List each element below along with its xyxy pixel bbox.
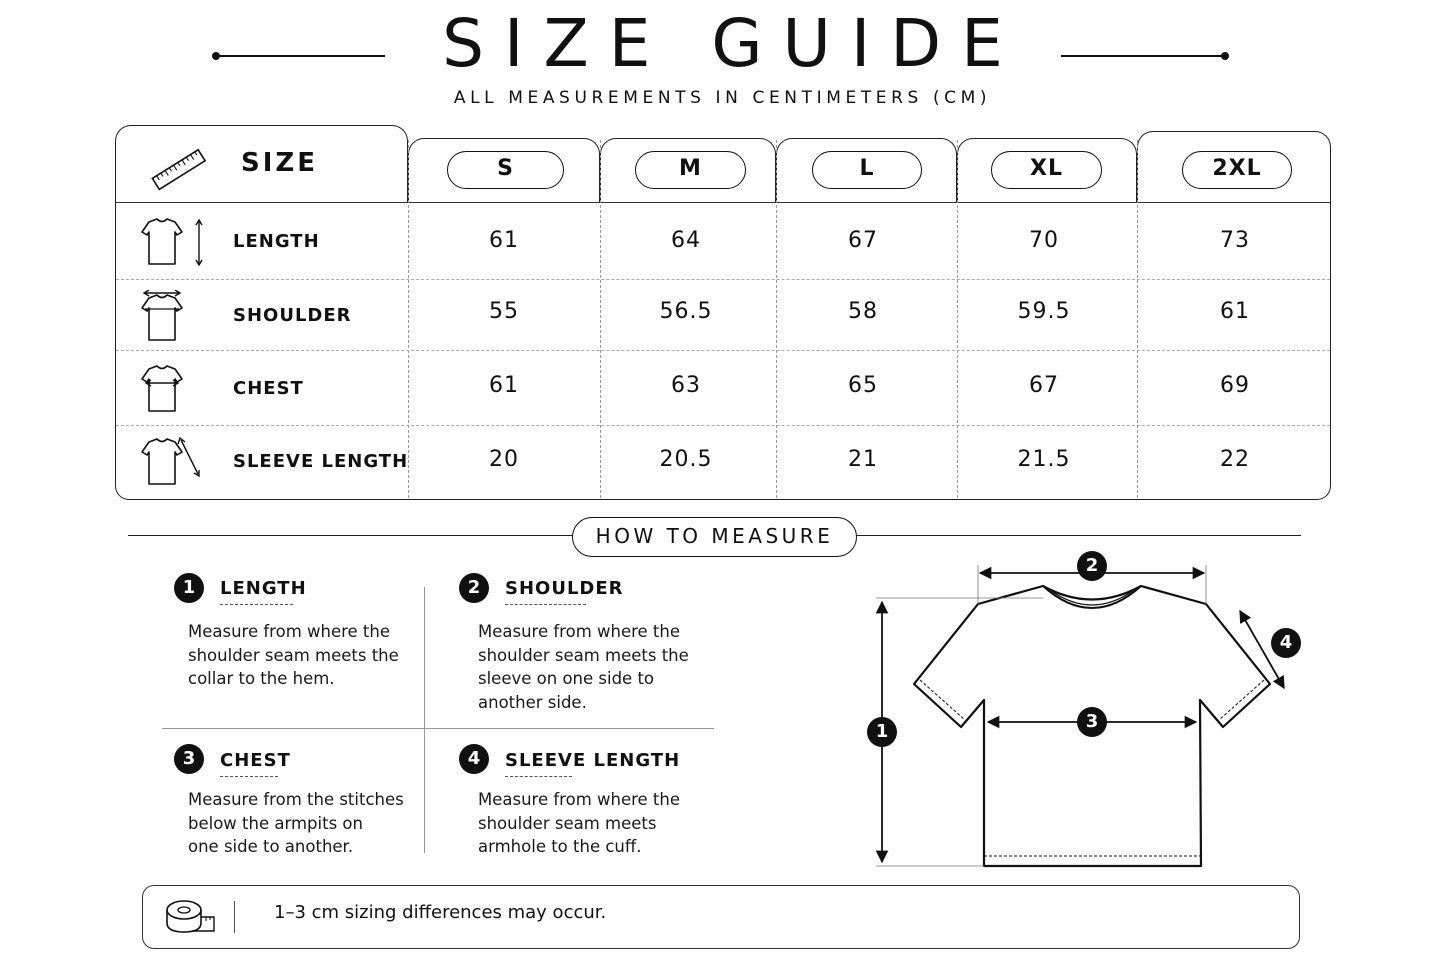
tshirt-chest-icon (135, 363, 207, 417)
row-divider (116, 279, 1330, 280)
row-divider (116, 425, 1330, 426)
row-label-chest: CHEST (233, 378, 304, 399)
tshirt-shoulder-icon (135, 290, 207, 344)
title-rule-right (1061, 55, 1226, 57)
table-cell: 55 (489, 299, 519, 324)
table-cell: 67 (848, 228, 878, 253)
step-description-sleeve-length: Measure from where the shoulder seam meets armhole to the cuff. (478, 790, 681, 856)
table-cell: 58 (848, 299, 878, 324)
table-header-divider (116, 202, 1330, 203)
diagram-marker-shoulder: 2 (1077, 551, 1107, 581)
table-cell: 67 (1029, 373, 1059, 398)
step-number-badge: 2 (459, 573, 489, 603)
size-pill-l: L (812, 151, 922, 189)
size-pill-xl: XL (991, 151, 1102, 189)
column-divider (1137, 140, 1138, 498)
diagram-marker-sleeve: 4 (1271, 628, 1301, 658)
step-number-badge: 1 (174, 573, 204, 603)
table-cell: 63 (671, 373, 701, 398)
ruler-icon (148, 146, 210, 194)
table-cell: 73 (1220, 228, 1250, 253)
step-title-underline (505, 604, 586, 605)
table-cell: 61 (1220, 299, 1250, 324)
page-title: SIZE GUIDE (442, 5, 1023, 82)
diagram-marker-chest: 3 (1077, 707, 1107, 737)
tshirt-sleeve-icon (135, 436, 207, 490)
step-title-shoulder: SHOULDER (505, 578, 624, 599)
table-cell: 22 (1220, 447, 1250, 472)
tshirt-length-icon (135, 216, 207, 270)
row-divider (116, 350, 1330, 351)
instructions-column-divider (424, 587, 425, 853)
title-rule-left (215, 55, 385, 57)
row-label-shoulder: SHOULDER (233, 305, 352, 326)
table-cell: 64 (671, 228, 701, 253)
step-title-underline (220, 776, 278, 777)
table-cell: 61 (489, 373, 519, 398)
table-cell: 56.5 (659, 299, 713, 324)
table-cell: 69 (1220, 373, 1250, 398)
step-description-length: Measure from where the shoulder seam meets the collar to the hem. (188, 622, 399, 688)
table-cell: 21.5 (1017, 447, 1071, 472)
measuring-tape-icon (164, 897, 218, 939)
size-column-label: SIZE (241, 148, 319, 178)
size-pill-m: M (635, 151, 746, 189)
row-label-length: LENGTH (233, 231, 320, 252)
step-title-length: LENGTH (220, 578, 307, 599)
step-number-badge: 4 (459, 744, 489, 774)
step-title-underline (505, 776, 572, 777)
table-cell: 65 (848, 373, 878, 398)
table-cell: 20 (489, 447, 519, 472)
column-divider (600, 140, 601, 498)
sizing-note-text: 1–3 cm sizing differences may occur. (274, 902, 607, 923)
step-description-chest: Measure from the stitches below the armpits on one side to another. (188, 790, 404, 856)
column-divider (776, 140, 777, 498)
column-divider (408, 140, 409, 498)
size-pill-2xl: 2XL (1182, 151, 1292, 189)
table-cell: 61 (489, 228, 519, 253)
row-label-sleeve-length: SLEEVE LENGTH (233, 451, 409, 472)
table-cell: 20.5 (659, 447, 713, 472)
step-title-underline (220, 604, 293, 605)
column-divider (957, 140, 958, 498)
table-cell: 59.5 (1017, 299, 1071, 324)
instructions-row-divider (162, 728, 714, 729)
page-subtitle: ALL MEASUREMENTS IN CENTIMETERS (CM) (453, 88, 992, 108)
step-title-sleeve-length: SLEEVE LENGTH (505, 750, 681, 771)
how-to-measure-heading: HOW TO MEASURE (572, 517, 857, 557)
step-number-badge: 3 (174, 744, 204, 774)
table-cell: 70 (1029, 228, 1059, 253)
step-title-chest: CHEST (220, 750, 291, 771)
size-pill-s: S (447, 151, 564, 189)
note-divider (234, 901, 235, 933)
diagram-marker-length: 1 (867, 717, 897, 747)
step-description-shoulder: Measure from where the shoulder seam meets the sleeve on one side to another side. (478, 622, 689, 712)
table-cell: 21 (848, 447, 878, 472)
